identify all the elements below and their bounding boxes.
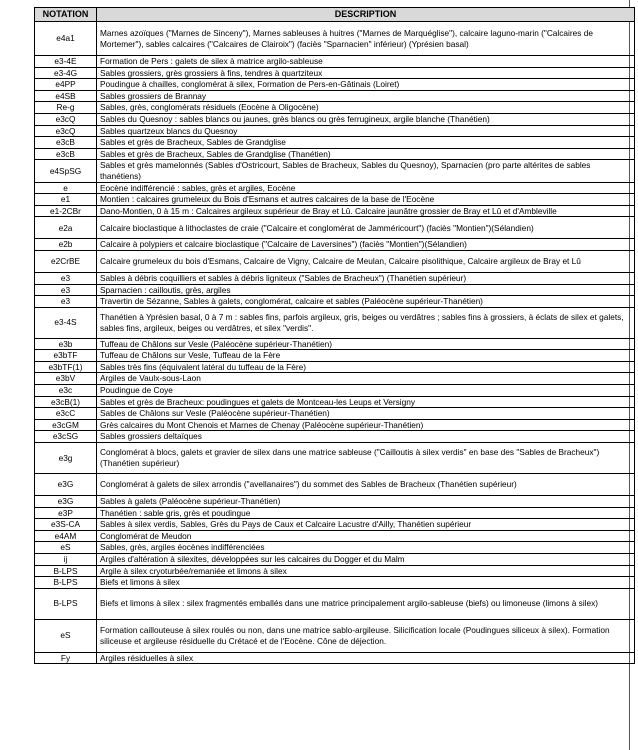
- table-row: [35, 530, 635, 542]
- table-row: [35, 385, 635, 397]
- notation-cell: e4a1: [35, 22, 97, 56]
- table-row: [35, 205, 635, 217]
- table-row: [35, 496, 635, 508]
- table-row: [35, 588, 635, 619]
- notation-cell: e3cSG: [35, 431, 97, 443]
- notation-cell: e3cB: [35, 148, 97, 160]
- description-cell: Sables à débris coquilliers et sables à débris ligniteux ("Sables de Bracheux") (Thanétien supérieur): [97, 272, 635, 284]
- table-row: [35, 56, 635, 68]
- description-cell: Marnes azoïques ("Marnes de Sinceny"), Marnes sableuses à huitres ("Marnes de Marquéglise"), calcaire laguno-marin ("Calcaires de Mortemer"), sables calcaires ("Calcaires de Clairoix") (faciès "Sparnacien" inférieur) (Yprésien basal): [97, 22, 635, 56]
- description-cell: Poudingue à chailles, conglomérat à silex, Formation de Pers-en-Gâtinais (Loiret): [97, 79, 635, 91]
- notation-cell: e3cGM: [35, 419, 97, 431]
- notation-cell: e3: [35, 272, 97, 284]
- table-row: [35, 160, 635, 182]
- table-row: [35, 284, 635, 296]
- description-cell: Calcaire bioclastique à lithoclastes de craie ("Calcaire et conglomérat de Jamméricourt") (faciès "Montien")(Sélandien): [97, 217, 635, 239]
- table-row: [35, 22, 635, 56]
- description-cell: Thanétien : sable gris, grès et poudingue: [97, 507, 635, 519]
- notation-cell: e4AM: [35, 530, 97, 542]
- table-row: [35, 338, 635, 350]
- description-cell: Sables très fins (équivalent latéral du tuffeau de la Fère): [97, 361, 635, 373]
- description-cell: Argiles d'altération à silexites, développées sur les calcaires du Dogger et du Malm: [97, 554, 635, 566]
- description-cell: Poudingue de Coye: [97, 385, 635, 397]
- description-cell: Tuffeau de Châlons sur Vesle (Paléocène supérieur-Thanétien): [97, 338, 635, 350]
- description-cell: Conglomérat à galets de silex arrondis ("avellanaires") du sommet des Sables de Bracheux (Thanétien supérieur): [97, 474, 635, 496]
- table-row: [35, 296, 635, 308]
- description-cell: Biefs et limons à silex: [97, 577, 635, 589]
- table-row: [35, 125, 635, 137]
- notation-cell: e1: [35, 194, 97, 206]
- notation-cell: e3bTF(1): [35, 361, 97, 373]
- notation-cell: e3bTF: [35, 350, 97, 362]
- description-cell: Biefs et limons à silex : silex fragmentés emballés dans une matrice principalement argilo-sableuse (biefs) ou limoneuse (limons à silex): [97, 588, 635, 619]
- description-cell: Sables à galets (Paléocène supérieur-Thanétien): [97, 496, 635, 508]
- table-row: [35, 307, 635, 338]
- table-row: [35, 79, 635, 91]
- description-cell: Sables et grès de Bracheux, Sables de Grandglise: [97, 137, 635, 149]
- description-cell: Sables de Châlons sur Vesle (Paléocène supérieur-Thanétien): [97, 408, 635, 420]
- notation-cell: e3bV: [35, 373, 97, 385]
- table-row: [35, 408, 635, 420]
- notation-cell: Re-g: [35, 102, 97, 114]
- table-row: [35, 350, 635, 362]
- table-row: [35, 373, 635, 385]
- description-cell: Sparnacien : cailloutis, grès, argiles: [97, 284, 635, 296]
- table-row: [35, 272, 635, 284]
- table-row: [35, 90, 635, 102]
- notation-cell: B-LPS: [35, 588, 97, 619]
- notation-cell: e3-4G: [35, 67, 97, 79]
- notation-cell: e3G: [35, 496, 97, 508]
- table-row: [35, 431, 635, 443]
- table-row: [35, 194, 635, 206]
- table-row: [35, 361, 635, 373]
- notation-cell: B-LPS: [35, 565, 97, 577]
- notation-cell: e2a: [35, 217, 97, 239]
- description-cell: Conglomérat à blocs, galets et gravier de silex dans une matrice sableuse ("Cailloutis à silex verdis" en base des "Sables de Bracheux") (Thanétien supérieur): [97, 443, 635, 474]
- table-row: [35, 519, 635, 531]
- notation-cell: B-LPS: [35, 577, 97, 589]
- notation-cell: e3G: [35, 474, 97, 496]
- description-header: DESCRIPTION: [97, 8, 635, 22]
- notation-cell: e3P: [35, 507, 97, 519]
- description-cell: Eocène indifférencié : sables, grès et argiles, Eocène: [97, 182, 635, 194]
- notation-header: NOTATION: [35, 8, 97, 22]
- notation-cell: e4SpSG: [35, 160, 97, 182]
- notation-cell: e3b: [35, 338, 97, 350]
- notation-cell: e3g: [35, 443, 97, 474]
- description-cell: Grès calcaires du Mont Chenois et Marnes de Chenay (Paléocène supérieur-Thanétien): [97, 419, 635, 431]
- table-row: [35, 565, 635, 577]
- description-cell: Sables grossiers, grès grossiers à fins, tendres à quartziteux: [97, 67, 635, 79]
- table-row: [35, 443, 635, 474]
- notation-cell: e3: [35, 296, 97, 308]
- description-cell: Sables grossiers de Brannay: [97, 90, 635, 102]
- table-row: [35, 137, 635, 149]
- table-row: [35, 419, 635, 431]
- table-row: [35, 239, 635, 251]
- table-body: [35, 22, 635, 664]
- table-row: [35, 396, 635, 408]
- description-cell: Formation de Pers : galets de silex à matrice argilo-sableuse: [97, 56, 635, 68]
- table-row: [35, 182, 635, 194]
- notation-cell: e: [35, 182, 97, 194]
- notation-cell: e3: [35, 284, 97, 296]
- table-row: [35, 113, 635, 125]
- description-cell: Montien : calcaires grumeleux du Bois d'Esmans et autres calcaires de la base de l'Eocène: [97, 194, 635, 206]
- description-cell: Sables et grès de Bracheux: poudingues et galets de Montceau-les Leups et Versigny: [97, 396, 635, 408]
- notation-cell: e3-4E: [35, 56, 97, 68]
- description-cell: Calcaire grumeleux du bois d'Esmans, Calcaire de Vigny, Calcaire de Meulan, Calcaire pisolithique, Calcaire argileux de Bray et Lû: [97, 250, 635, 272]
- description-cell: Sables quartzeux blancs du Quesnoy: [97, 125, 635, 137]
- description-cell: Argile à silex cryoturbée/remaniée et limons à silex: [97, 565, 635, 577]
- description-cell: Sables, grès, conglomérats résiduels (Eocène à Oligocène): [97, 102, 635, 114]
- table-row: [35, 542, 635, 554]
- description-cell: Sables grossiers deltaïques: [97, 431, 635, 443]
- notation-cell: e3cB(1): [35, 396, 97, 408]
- notation-cell: e3cB: [35, 137, 97, 149]
- table-row: [35, 577, 635, 589]
- description-cell: Sables et grès de Bracheux, Sables de Grandglise (Thanétien): [97, 148, 635, 160]
- table-row: [35, 250, 635, 272]
- table-row: [35, 102, 635, 114]
- table-row: [35, 652, 635, 664]
- table-row: [35, 148, 635, 160]
- description-cell: Sables, grès, argiles éocènes indifférenciées: [97, 542, 635, 554]
- table-row: [35, 619, 635, 652]
- notation-cell: e4SB: [35, 90, 97, 102]
- description-cell: Argiles résiduelles à silex: [97, 652, 635, 664]
- notation-cell: e4PP: [35, 79, 97, 91]
- description-cell: Travertin de Sézanne, Sables à galets, conglomérat, calcaire et sables (Paléocène supérieur-Thanétien): [97, 296, 635, 308]
- notation-cell: e3c: [35, 385, 97, 397]
- description-cell: Sables et grès mamelonnés (Sables d'Ostricourt, Sables de Bracheux, Sables du Quesnoy), Sparnacien (pro parte altérites de sables thanétiens): [97, 160, 635, 182]
- notation-cell: e3cQ: [35, 113, 97, 125]
- description-cell: Thanétien à Yprésien basal, 0 à 7 m : sables fins, parfois argileux, gris, beiges ou verdâtres ; sables fins à grossiers, à éclats de silex et galets, sables fins, argileux, beiges ou verdâtres, et silex "verdis".: [97, 307, 635, 338]
- description-cell: Dano-Montien, 0 à 15 m : Calcaires argileux supérieur de Bray et Lû. Calcaire jaunâtre grossier de Bray et Lû et d'Ambleville: [97, 205, 635, 217]
- notation-cell: e2CrBE: [35, 250, 97, 272]
- notation-cell: e1-2CBr: [35, 205, 97, 217]
- description-cell: Conglomérat de Meudon: [97, 530, 635, 542]
- notation-cell: Fy: [35, 652, 97, 664]
- notation-cell: e2b: [35, 239, 97, 251]
- table-row: [35, 554, 635, 566]
- notation-cell: e3S-CA: [35, 519, 97, 531]
- table-row: [35, 67, 635, 79]
- table-header-row: [35, 8, 635, 22]
- description-cell: Sables du Quesnoy : sables blancs ou jaunes, grès blancs ou grès ferrugineux, argile blanche (Thanétien): [97, 113, 635, 125]
- notation-cell: e3cC: [35, 408, 97, 420]
- table-row: [35, 474, 635, 496]
- description-cell: Argiles de Vaulx-sous-Laon: [97, 373, 635, 385]
- notation-cell: e3cQ: [35, 125, 97, 137]
- notation-cell: e3-4S: [35, 307, 97, 338]
- legend-table: [34, 7, 635, 664]
- notation-cell: ij: [35, 554, 97, 566]
- description-cell: Formation caillouteuse à silex roulés ou non, dans une matrice sablo-argileuse. Silicification locale (Poudingues siliceux à silex). Formation siliceuse et argileuse résiduelle du Crétacé et de l'Eocène. Cône de déjection.: [97, 619, 635, 652]
- description-cell: Calcaire à polypiers et calcaire bioclastique ("Calcaire de Laversines") (faciès "Montien")(Sélandien): [97, 239, 635, 251]
- description-cell: Tuffeau de Châlons sur Vesle, Tuffeau de la Fère: [97, 350, 635, 362]
- notation-cell: eS: [35, 619, 97, 652]
- table-row: [35, 217, 635, 239]
- description-cell: Sables à silex verdis, Sables, Grès du Pays de Caux et Calcaire Lacustre d'Ailly, Thanétien supérieur: [97, 519, 635, 531]
- notation-cell: eS: [35, 542, 97, 554]
- table-row: [35, 507, 635, 519]
